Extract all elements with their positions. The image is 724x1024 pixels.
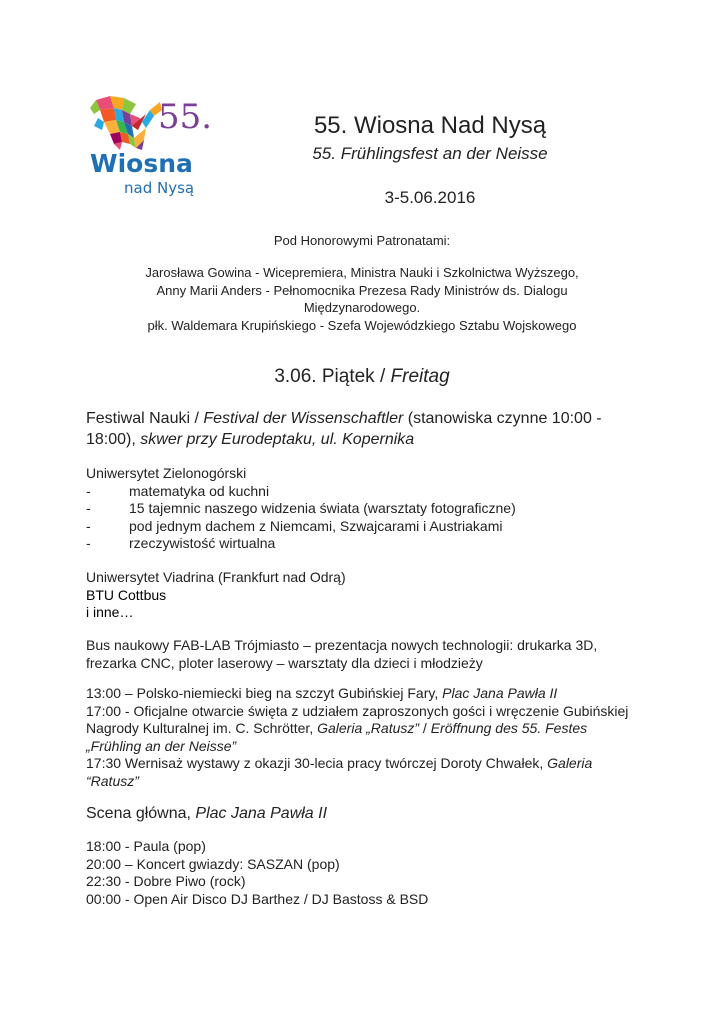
event-separator: / <box>419 720 431 736</box>
list-item <box>86 483 646 501</box>
festival-logo <box>88 92 218 200</box>
patron-line: Międzynarodowego. <box>303 300 421 315</box>
event-text: 17:30 Wernisaż wystawy z okazji 30-lecia pracy twórczej Doroty Chwałek, <box>86 755 548 771</box>
schedule-row: 20:00 – Koncert gwiazdy: SASZAN (pop) <box>86 855 340 872</box>
schedule-row: 22:30 - Dobre Piwo (rock) <box>86 873 246 889</box>
logo-number: 55. <box>158 97 213 137</box>
event-place: Galeria „Ratusz” <box>317 720 420 736</box>
festival-de: Festival der Wissenschaftler <box>203 410 404 427</box>
list-item-text: rzeczywistość wirtualna <box>129 535 276 551</box>
event-place: Galeria “Ratusz” <box>86 755 593 789</box>
page-title: 55. Wiosna Nad Nysą <box>313 112 547 139</box>
events-list <box>86 685 646 790</box>
main-stage-heading <box>86 805 646 823</box>
day-heading-pl: 3.06. Piątek / <box>274 366 391 387</box>
swallow-mosaic-icon <box>88 92 218 200</box>
patronage-list <box>100 264 624 334</box>
science-bus-paragraph: Bus naukowy FAB-LAB Trójmiasto – prezentacja nowych technologii: drukarka 3D, frezarka CNC, ploter laserowy – warsztaty dla dzieci i młodzieży <box>86 637 598 671</box>
event-text: 13:00 – Polsko-niemiecki bieg na szczyt Gubińskiej Fary, <box>86 685 443 701</box>
science-festival-heading <box>86 408 646 450</box>
other-universities <box>86 569 646 622</box>
scene-place: Plac Jana Pawła II <box>195 805 328 822</box>
schedule-row: 00:00 - Open Air Disco DJ Barthez / DJ Bastoss & BSD <box>86 890 429 907</box>
page-subtitle: 55. Frühlingsfest an der Neisse <box>312 144 548 163</box>
event-text: 17:00 - Oficjalne otwarcie święta z udziałem zaproszonych gości i wręczenie Gubińskiej Nagrody Kulturalnej im. C. Schrötter, <box>86 702 629 736</box>
event-de: Eröffnung des 55. Festes „Frühling an der Neisse” <box>86 720 588 754</box>
festival-place: skwer przy Eurodeptaku, ul. Kopernika <box>140 431 415 448</box>
patronage-heading: Pod Honorowymi Patronatami: <box>273 233 451 248</box>
list-item-text: matematyka od kuchni <box>129 482 270 499</box>
scene-name: Scena główna, <box>86 805 196 822</box>
schedule-row: 18:00 - Paula (pop) <box>86 838 206 854</box>
list-item <box>86 500 646 518</box>
dash-bullet-icon: - <box>86 535 91 551</box>
dash-bullet-icon: - <box>86 500 91 516</box>
patron-line: Jarosława Gowina - Wicepremiera, Ministra Nauki i Szkolnictwa Wyższego, <box>145 265 579 280</box>
patron-line: płk. Waldemara Krupińskiego - Szefa Wojewódzkiego Sztabu Wojskowego <box>147 317 577 333</box>
uz-name: Uniwersytet Zielonogórski <box>86 465 247 481</box>
event-item <box>86 755 646 790</box>
stage-schedule <box>86 838 646 908</box>
event-dates: 3-5.06.2016 <box>384 188 476 207</box>
event-item <box>86 703 646 756</box>
logo-sub: nad Nysą <box>124 179 195 197</box>
festival-hours: (stanowiska czynne 10:00 - 18:00), <box>86 410 602 448</box>
uz-section <box>86 465 646 553</box>
list-item-text: pod jednym dachem z Niemcami, Szwajcarami i Austriakami <box>129 517 503 534</box>
event-place: Plac Jana Pawła II <box>442 685 558 701</box>
event-item <box>86 685 646 703</box>
patron-line: Anny Marii Anders - Pełnomocnika Prezesa Rady Ministrów ds. Dialogu <box>156 282 568 298</box>
btu-line: BTU Cottbus <box>86 586 167 603</box>
uz-workshop-list <box>86 483 646 553</box>
day-heading <box>60 366 664 388</box>
others-line: i inne… <box>86 604 134 620</box>
logo-word: Wiosna <box>90 149 193 178</box>
festival-pl: Festiwal Nauki / <box>86 410 204 427</box>
viadrina-line: Uniwersytet Viadrina (Frankfurt nad Odrą) <box>86 569 346 585</box>
list-item <box>86 535 646 553</box>
dash-bullet-icon: - <box>86 517 91 534</box>
list-item <box>86 518 646 536</box>
dash-bullet-icon: - <box>86 482 91 499</box>
day-heading-de: Freitag <box>390 366 450 387</box>
list-item-text: 15 tajemnic naszego widzenia świata (warsztaty fotograficzne) <box>129 500 516 516</box>
